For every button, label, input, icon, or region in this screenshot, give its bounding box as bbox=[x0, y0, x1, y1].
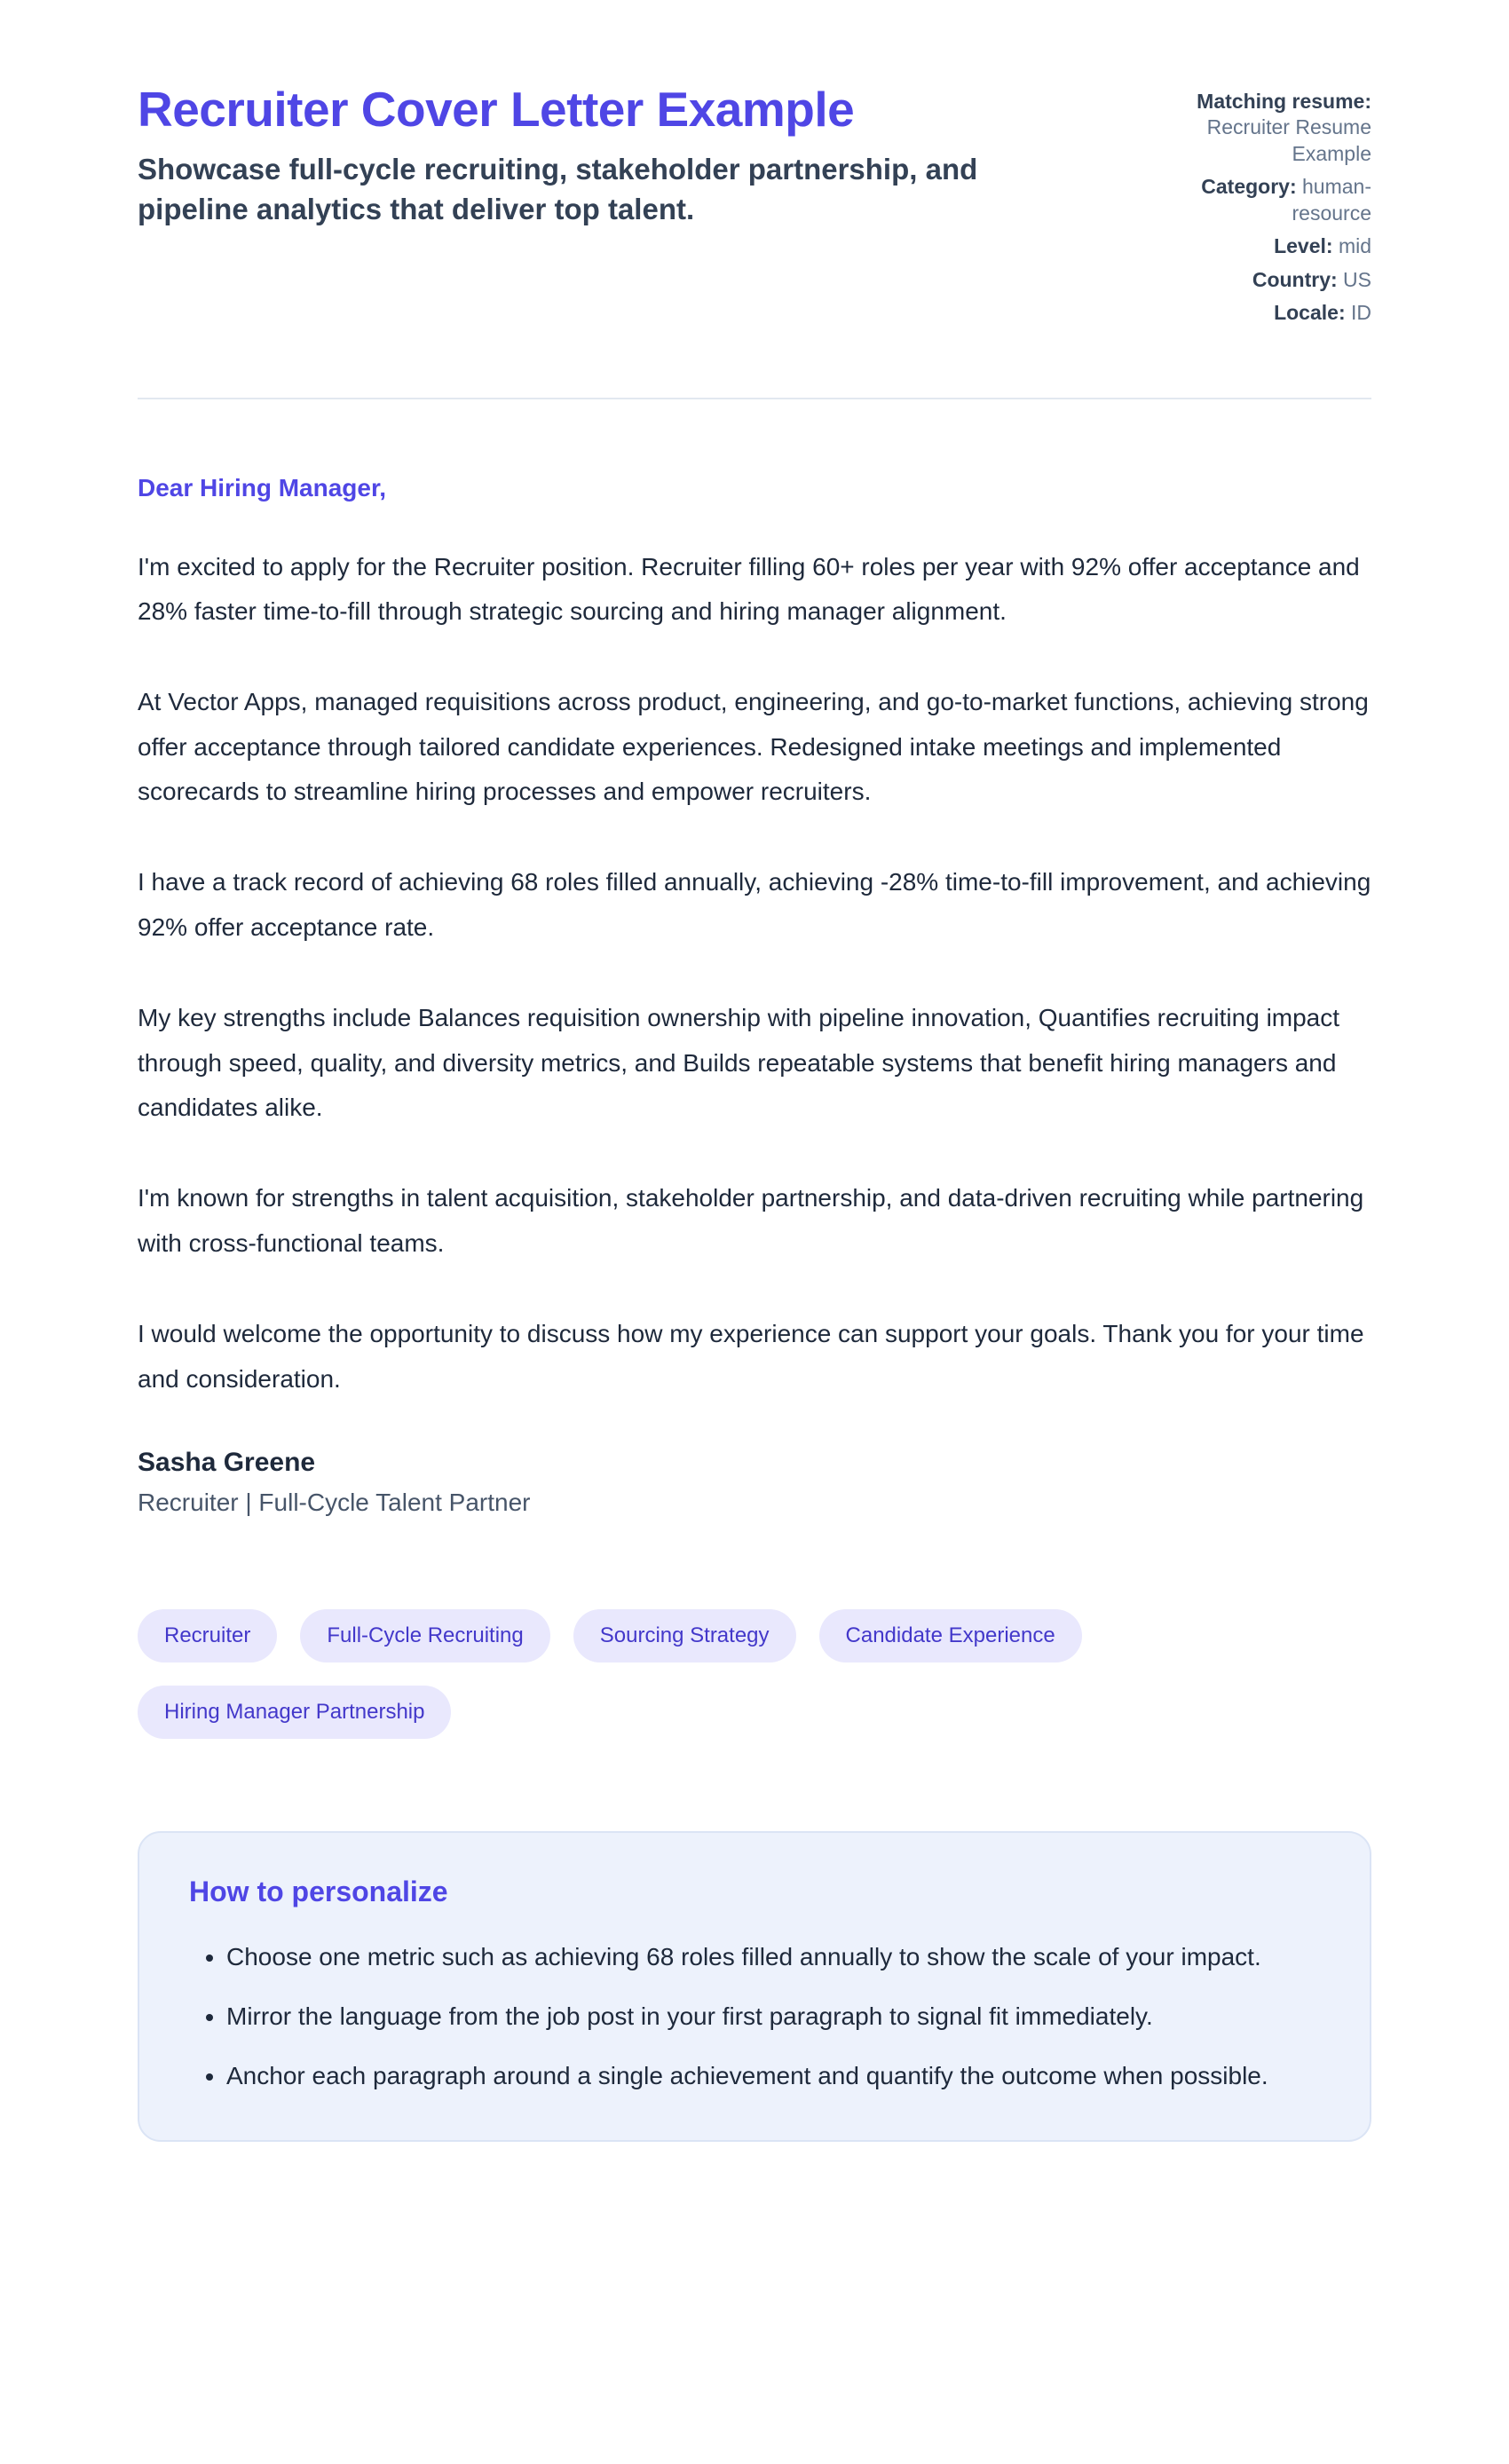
signature-role: Recruiter | Full-Cycle Talent Partner bbox=[138, 1488, 531, 1516]
personalize-tip: • Anchor each paragraph around a single achievement and quantify the outcome when possible. bbox=[226, 2054, 1320, 2097]
personalize-card-title: How to personalize bbox=[189, 1875, 448, 1907]
meta-label: Level: bbox=[1274, 234, 1333, 258]
tag-list bbox=[138, 1609, 1371, 1739]
meta-label: Category: bbox=[1201, 175, 1297, 199]
letter-paragraph: I'm excited to apply for the Recruiter position. Recruiter filling 60+ roles per year with 92% offer acceptance and 28% faster time-to-fill through strategic sourcing and hiring manager alignment. bbox=[138, 552, 1360, 625]
meta-label: Locale: bbox=[1274, 301, 1346, 325]
meta-row-category bbox=[1150, 174, 1371, 226]
header bbox=[138, 82, 1371, 334]
page bbox=[138, 0, 1371, 2195]
tag-full-cycle-recruiting[interactable]: Full-Cycle Recruiting bbox=[300, 1609, 549, 1662]
meta-value: Recruiter Resume Example bbox=[1206, 115, 1371, 165]
meta-label: Country: bbox=[1252, 267, 1338, 291]
page-subtitle: Showcase full-cycle recruiting, stakeholder partnership, and pipeline analytics that deliver top talent. bbox=[138, 153, 978, 225]
meta-value: ID bbox=[1351, 301, 1371, 325]
signature-block bbox=[138, 1448, 1371, 1517]
tag-candidate-experience[interactable]: Candidate Experience bbox=[819, 1609, 1082, 1662]
letter-paragraph: I'm known for strengths in talent acquisition, stakeholder partnership, and data-driven recruiting while partnering with cross-functional teams. bbox=[138, 1184, 1364, 1257]
letter-paragraph: At Vector Apps, managed requisitions across product, engineering, and go-to-market functions, achieving strong offer acceptance through tailored candidate experiences. Redesigned intake meetings and implemented scorecards to streamline hiring processes and empower recruiters. bbox=[138, 688, 1369, 806]
meta-value: mid bbox=[1338, 234, 1371, 258]
meta-value: human-resource bbox=[1292, 175, 1371, 225]
meta-row-matching-resume bbox=[1150, 89, 1371, 167]
salutation: Dear Hiring Manager, bbox=[138, 473, 387, 501]
personalize-tips-list bbox=[189, 1935, 1320, 2097]
meta-row-level bbox=[1150, 233, 1371, 259]
meta-label: Matching resume: bbox=[1197, 90, 1371, 113]
personalize-tip: • Mirror the language from the job post in your first paragraph to signal fit immediately. bbox=[226, 1994, 1320, 2038]
letter-paragraph: I have a track record of achieving 68 roles filled annually, achieving -28% time-to-fill improvement, and achieving 92% offer acceptance rate. bbox=[138, 868, 1371, 941]
meta-row-locale bbox=[1150, 300, 1371, 326]
tag-recruiter[interactable]: Recruiter bbox=[138, 1609, 277, 1662]
header-titles bbox=[138, 82, 1078, 229]
personalize-card bbox=[138, 1831, 1371, 2142]
tag-sourcing-strategy[interactable]: Sourcing Strategy bbox=[573, 1609, 796, 1662]
personalize-tip: • Choose one metric such as achieving 68 roles filled annually to show the scale of your impact. bbox=[226, 1935, 1320, 1978]
meta-value: US bbox=[1343, 267, 1371, 291]
letter-paragraph: I would welcome the opportunity to discuss how my experience can support your goals. Thank you for your time and consideration. bbox=[138, 1320, 1364, 1393]
page-title: Recruiter Cover Letter Example bbox=[138, 82, 855, 137]
letter-paragraph: My key strengths include Balances requisition ownership with pipeline innovation, Quantifies recruiting impact through speed, quality, and diversity metrics, and Builds repeatable systems that benefit hiring managers and candidates alike. bbox=[138, 1004, 1340, 1122]
tag-hiring-manager-partnership[interactable]: Hiring Manager Partnership bbox=[138, 1686, 451, 1739]
resume-meta bbox=[1150, 82, 1371, 334]
signature-name: Sasha Greene bbox=[138, 1447, 316, 1477]
cover-letter-body bbox=[138, 474, 1371, 1517]
meta-row-country bbox=[1150, 267, 1371, 293]
header-divider bbox=[138, 398, 1371, 399]
